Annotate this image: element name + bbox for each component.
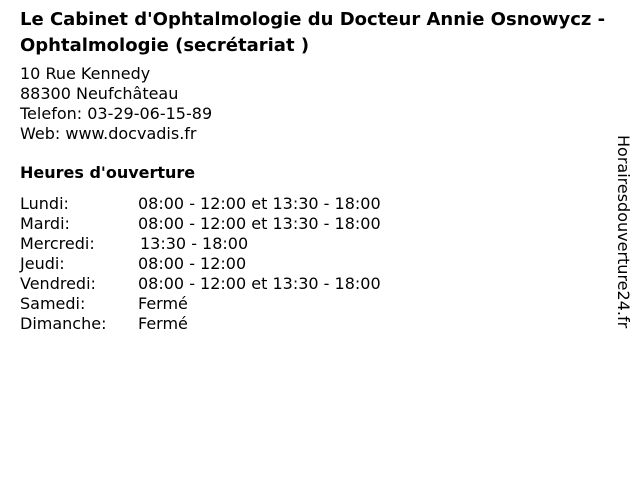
site-watermark: Horairesdouverture24.fr <box>614 135 633 329</box>
time-value: 08:00 - 12:00 <box>138 254 247 273</box>
time-value: Fermé <box>138 294 188 313</box>
day-label: Mardi: <box>20 214 70 233</box>
time-value: 08:00 - 12:00 et 13:30 - 18:00 <box>138 194 381 213</box>
day-label: Jeudi: <box>20 254 65 273</box>
day-label: Lundi: <box>20 194 69 213</box>
day-label: Vendredi: <box>20 274 96 293</box>
day-label: Mercredi: <box>20 234 95 253</box>
page-title: Le Cabinet d'Ophtalmologie du Docteur Annie Osnowycz - Ophtalmologie (secrétariat ) <box>20 9 606 56</box>
phone-number: Telefon: 03-29-06-15-89 <box>20 104 213 123</box>
time-value: 08:00 - 12:00 et 13:30 - 18:00 <box>138 214 381 233</box>
city-postal: 88300 Neufchâteau <box>20 84 179 103</box>
website: Web: www.docvadis.fr <box>20 124 197 143</box>
street-address: 10 Rue Kennedy <box>20 64 151 83</box>
time-value: 13:30 - 18:00 <box>140 234 249 253</box>
day-label: Samedi: <box>20 294 86 313</box>
time-value: Fermé <box>138 314 188 333</box>
address-block <box>20 64 212 144</box>
day-label: Dimanche: <box>20 314 107 333</box>
time-value: 08:00 - 12:00 et 13:30 - 18:00 <box>138 274 381 293</box>
hours-heading: Heures d'ouverture <box>20 163 196 182</box>
